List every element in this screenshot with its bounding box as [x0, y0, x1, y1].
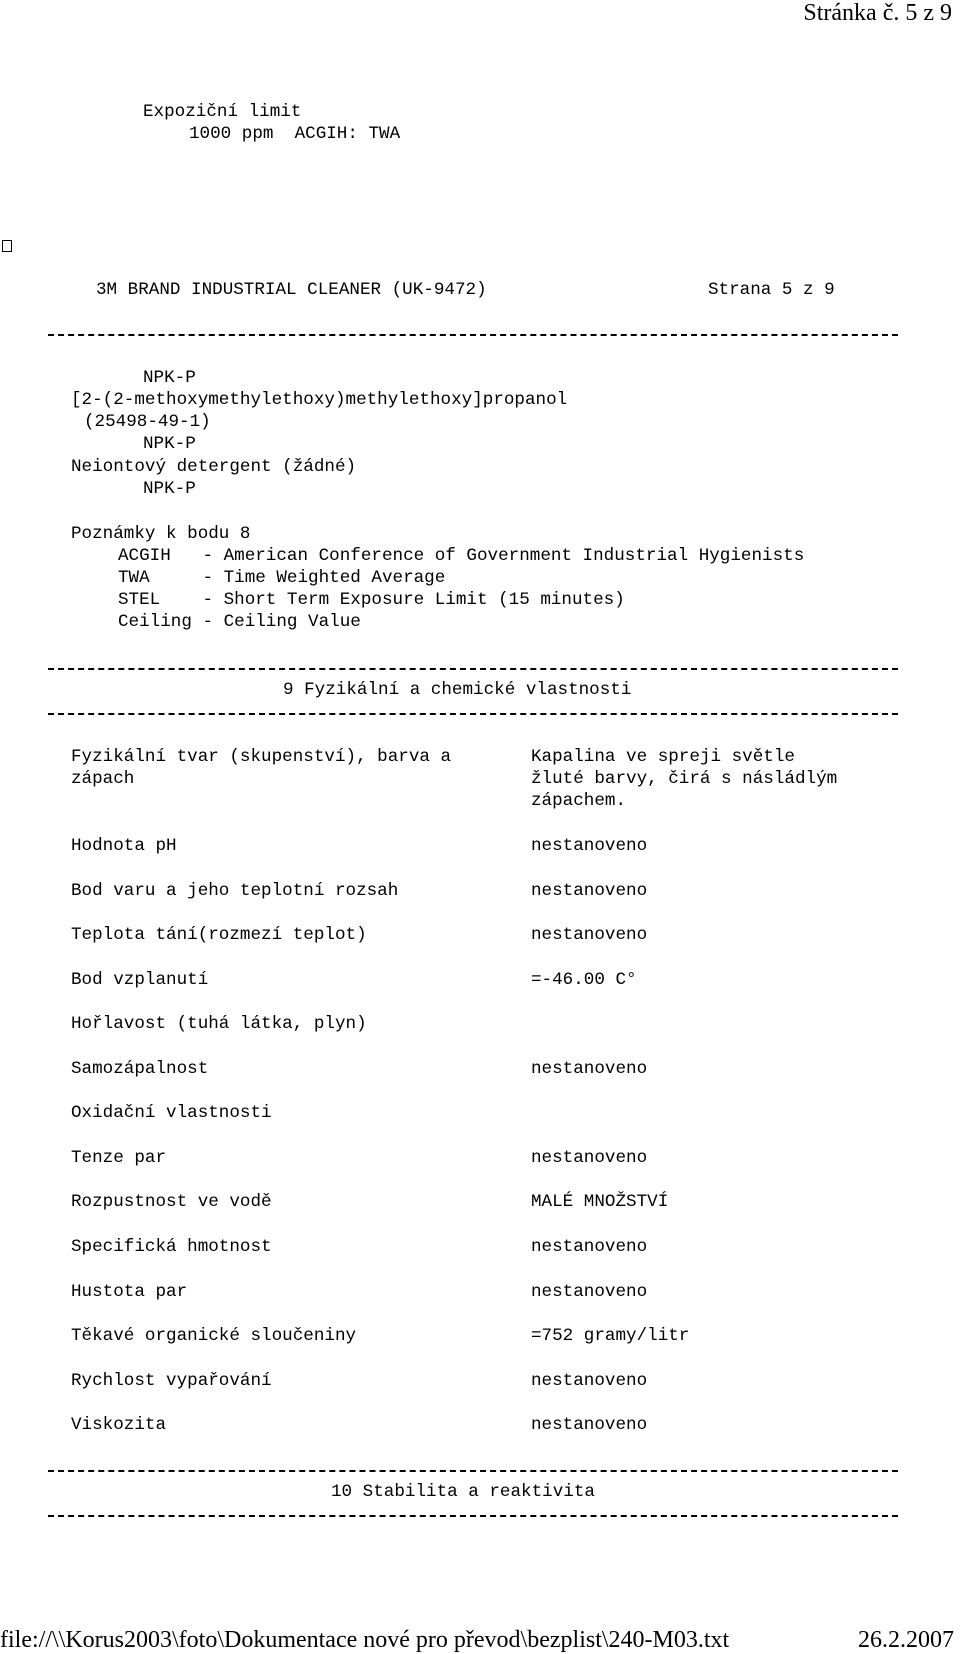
exposure-limit-value: 1000 ppm ACGIH: TWA	[189, 124, 401, 144]
doc-page-number: Strana 5 z 9	[708, 280, 835, 300]
property-label: Viskozita	[71, 1415, 167, 1435]
exposure-limit-title: Expoziční limit	[143, 102, 302, 122]
note-item: Ceiling - Ceiling Value	[118, 612, 361, 632]
component-code: NPK-P	[143, 434, 196, 454]
property-value: nestanoveno	[531, 881, 648, 901]
property-value: nestanoveno	[531, 1282, 648, 1302]
footer-date: 26.2.2007	[858, 1627, 954, 1653]
separator-line	[48, 1470, 898, 1472]
separator-line	[48, 713, 898, 715]
separator-line	[48, 334, 898, 336]
property-value: nestanoveno	[531, 1148, 648, 1168]
property-label: Hodnota pH	[71, 836, 177, 856]
property-label: Bod varu a jeho teplotní rozsah	[71, 881, 399, 901]
property-value: MALÉ MNOŽSTVÍ	[531, 1192, 669, 1212]
property-label: Samozápalnost	[71, 1059, 209, 1079]
property-label: Specifická hmotnost	[71, 1237, 272, 1257]
note-item: STEL - Short Term Exposure Limit (15 minutes)	[118, 590, 625, 610]
note-item: ACGIH - American Conference of Government Industrial Hygienists	[118, 546, 805, 566]
property-value: nestanoveno	[531, 925, 648, 945]
property-label: Hustota par	[71, 1282, 188, 1302]
property-value: =-46.00 C°	[531, 970, 637, 990]
notes-title: Poznámky k bodu 8	[71, 524, 251, 544]
property-value: nestanoveno	[531, 1237, 648, 1257]
property-label: Teplota tání(rozmezí teplot)	[71, 925, 367, 945]
property-label: Oxidační vlastnosti	[71, 1103, 272, 1123]
component-cas: (25498-49-1)	[84, 412, 211, 432]
missing-glyph-box	[2, 240, 12, 252]
separator-line	[48, 1515, 898, 1517]
property-value: nestanoveno	[531, 1059, 648, 1079]
property-value: nestanoveno	[531, 1371, 648, 1391]
property-label: Bod vzplanutí	[71, 970, 209, 990]
separator-line	[48, 668, 898, 670]
property-value: nestanoveno	[531, 1415, 648, 1435]
page-header: Stránka č. 5 z 9	[803, 0, 952, 26]
property-value: Kapalina ve spreji světle žluté barvy, čirá s násládlým zápachem.	[531, 747, 838, 811]
component-code: NPK-P	[143, 368, 196, 388]
property-label: Těkavé organické sloučeniny	[71, 1326, 357, 1346]
property-label: Tenze par	[71, 1148, 167, 1168]
property-label: Rychlost vypařování	[71, 1371, 272, 1391]
footer-file-path: file://\\Korus2003\foto\Dokumentace nové pro převod\bezplist\240-M03.txt	[0, 1627, 730, 1653]
property-value: nestanoveno	[531, 836, 648, 856]
property-value: =752 gramy/litr	[531, 1326, 690, 1346]
section-9-title: 9 Fyzikální a chemické vlastnosti	[283, 680, 632, 700]
component-code: NPK-P	[143, 479, 196, 499]
product-title: 3M BRAND INDUSTRIAL CLEANER (UK-9472)	[96, 280, 487, 300]
note-item: TWA - Time Weighted Average	[118, 568, 446, 588]
section-10-title: 10 Stabilita a reaktivita	[331, 1482, 595, 1502]
property-label: Rozpustnost ve vodě	[71, 1192, 272, 1212]
component-name: Neiontový detergent (žádné)	[71, 457, 357, 477]
component-name: [2-(2-methoxymethylethoxy)methylethoxy]propanol	[71, 390, 568, 410]
property-label: Fyzikální tvar (skupenství), barva a zápach	[71, 747, 452, 789]
property-label: Hořlavost (tuhá látka, plyn)	[71, 1014, 367, 1034]
